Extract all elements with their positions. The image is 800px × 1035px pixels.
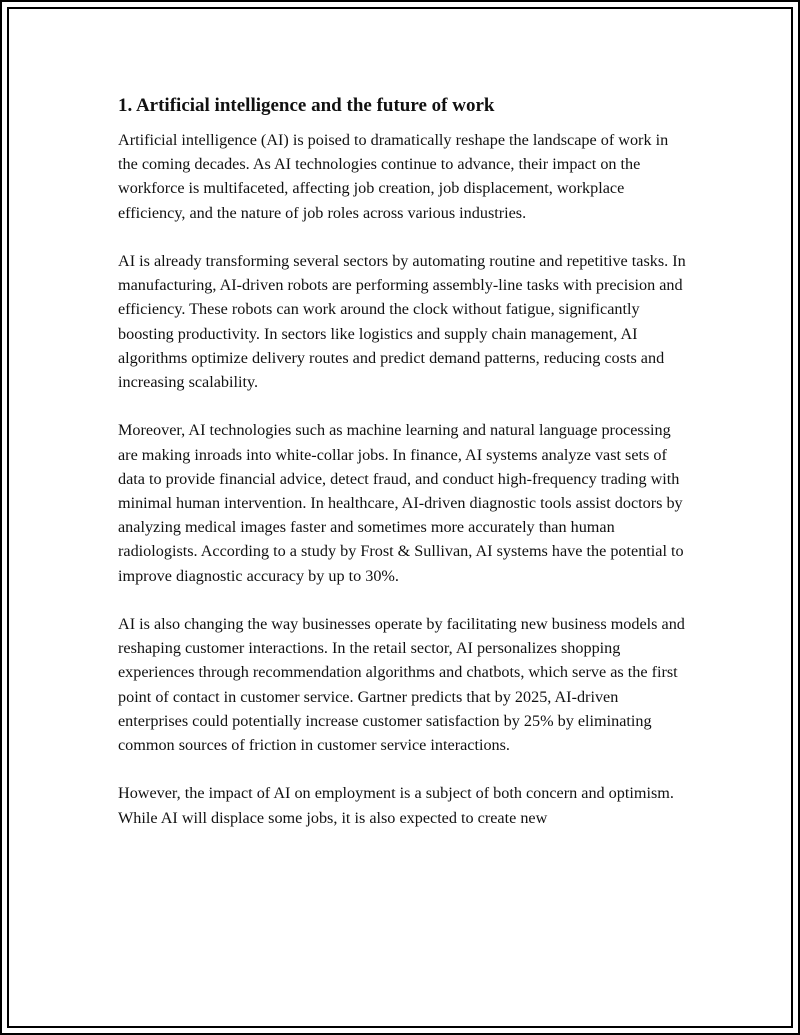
section-heading: 1. Artificial intelligence and the future of work [118, 95, 495, 116]
document-body [118, 92, 688, 854]
paragraph-intro: Artificial intelligence (AI) is poised to dramatically reshape the landscape of work in the coming decades. As AI technologies continue to advance, their impact on the workforce is multifaceted, affecting job creation, job displacement, workplace efficiency, and the nature of job roles across various industries. [118, 131, 669, 222]
paragraph-automation: AI is already transforming several sectors by automating routine and repetitive tasks. In manufacturing, AI-driven robots are performing assembly-line tasks with precision and efficiency. These robots can work around the clock without fatigue, significantly boosting productivity. In sectors like logistics and supply chain management, AI algorithms optimize delivery routes and predict demand patterns, reducing costs and increasing scalability. [118, 252, 686, 392]
paragraph-business-models: AI is also changing the way businesses operate by facilitating new business models and reshaping customer interactions. In the retail sector, AI personalizes shopping experiences through recommendation algorithms and chatbots, which serve as the first point of contact in customer service. Gartner predicts that by 2025, AI-driven enterprises could potentially increase customer satisfaction by 25% by eliminating common sources of friction in customer service interactions. [118, 615, 685, 755]
paragraph-employment-impact: However, the impact of AI on employment is a subject of both concern and optimism. While AI will displace some jobs, it is also expected to create new [118, 784, 674, 827]
paragraph-white-collar: Moreover, AI technologies such as machine learning and natural language processing are making inroads into white-collar jobs. In finance, AI systems analyze vast sets of data to provide financial advice, detect fraud, and conduct high-frequency trading with minimal human intervention. In healthcare, AI-driven diagnostic tools assist doctors by analyzing medical images faster and sometimes more accurately than human radiologists. According to a study by Frost & Sullivan, AI systems have the potential to improve diagnostic accuracy by up to 30%. [118, 421, 684, 585]
